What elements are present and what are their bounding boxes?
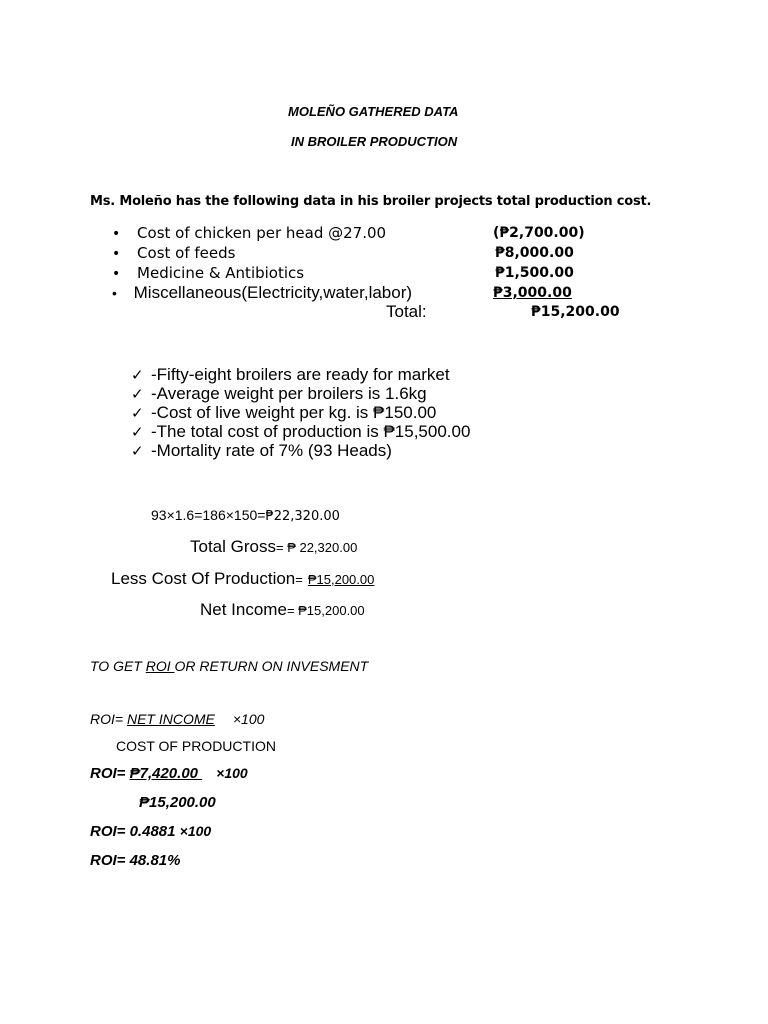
- roi-step1-times: ×100: [216, 765, 248, 781]
- total-gross-label: Total Gross: [190, 537, 276, 556]
- net-income-line: [200, 600, 365, 620]
- fact-text: -The total cost of production is ₱15,500.00: [151, 422, 471, 441]
- fact-item: [131, 403, 436, 423]
- roi-heading: [90, 658, 368, 674]
- roi-result: ROI= 48.81%: [90, 852, 181, 869]
- fact-item: [131, 384, 427, 404]
- cost-item-medicine: [112, 264, 304, 282]
- checkmark-icon: ✓: [131, 424, 144, 441]
- bullet-icon: •: [112, 266, 121, 282]
- roi-formula-prefix: ROI=: [90, 711, 127, 727]
- roi-step1-line: [90, 765, 248, 782]
- cost-label: Cost of chicken per head @27.00: [137, 224, 387, 242]
- less-cost-label: Less Cost Of Production: [111, 569, 296, 588]
- checkmark-icon: ✓: [131, 386, 144, 403]
- gross-formula: [151, 507, 340, 524]
- fact-text: -Mortality rate of 7% (93 Heads): [151, 441, 392, 460]
- roi-heading-post: OR RETURN ON INVESMENT: [174, 658, 369, 674]
- cost-label: Miscellaneous(Electricity,water,labor): [133, 283, 413, 302]
- checkmark-icon: ✓: [131, 443, 144, 460]
- bullet-icon: •: [112, 285, 117, 301]
- fact-item: [131, 422, 470, 442]
- document-subtitle: IN BROILER PRODUCTION: [291, 134, 458, 149]
- roi-heading-pre: TO GET: [90, 658, 146, 674]
- total-label: Total:: [386, 302, 427, 321]
- fact-item: [131, 441, 392, 461]
- roi-step2-times: ×100: [179, 823, 212, 839]
- roi-formula-line: [90, 711, 264, 727]
- cost-item-feeds: [112, 244, 235, 262]
- intro-text: Ms. Moleño has the following data in his broiler projects total production cost.: [90, 194, 652, 209]
- cost-amount-chicken: (₱2,700.00): [493, 225, 585, 241]
- fact-item: [131, 365, 450, 385]
- roi-step2-prefix: ROI= 0.4881: [90, 823, 180, 840]
- less-cost-line: [111, 569, 374, 589]
- less-cost-equals: =: [295, 572, 303, 587]
- total-gross-line: [190, 537, 357, 557]
- roi-step1-prefix: ROI=: [90, 765, 130, 782]
- roi-formula-denominator: COST OF PRODUCTION: [116, 738, 276, 754]
- roi-step1-denominator: ₱15,200.00: [139, 794, 216, 811]
- bullet-icon: •: [112, 246, 121, 262]
- fact-text: -Fifty-eight broilers are ready for market: [151, 365, 450, 384]
- document-title: MOLEÑO GATHERED DATA: [288, 104, 459, 119]
- less-cost-value: ₱15,200.00: [307, 572, 375, 587]
- bullet-icon: •: [112, 226, 121, 242]
- net-income-label: Net Income: [200, 600, 287, 619]
- cost-amount-feeds: ₱8,000.00: [495, 245, 574, 261]
- formula-value: ₱22,320.00: [265, 509, 340, 524]
- checkmark-icon: ✓: [131, 367, 144, 384]
- cost-amount-misc: ₱3,000.00: [493, 285, 572, 301]
- roi-step1-numerator: ₱7,420.00: [129, 765, 203, 782]
- roi-heading-roi: ROI: [145, 658, 175, 674]
- cost-amount-medicine: ₱1,500.00: [495, 265, 574, 281]
- roi-formula-times: ×100: [232, 711, 265, 727]
- fact-text: -Cost of live weight per kg. is ₱150.00: [151, 403, 437, 422]
- cost-item-misc: [112, 283, 412, 303]
- fact-text: -Average weight per broilers is 1.6kg: [151, 384, 427, 403]
- total-amount: ₱15,200.00: [531, 304, 620, 320]
- cost-label: Cost of feeds: [137, 244, 236, 262]
- roi-formula-numerator: NET INCOME: [126, 711, 215, 727]
- formula-text: 93×1.6=186×150=: [151, 507, 266, 523]
- total-gross-value: = ₱ 22,320.00: [275, 540, 358, 555]
- checkmark-icon: ✓: [131, 405, 144, 422]
- roi-step2-line: [90, 823, 211, 840]
- net-income-value: = ₱15,200.00: [286, 603, 365, 618]
- cost-label: Medicine & Antibiotics: [137, 264, 305, 282]
- cost-item-chicken: [112, 224, 386, 242]
